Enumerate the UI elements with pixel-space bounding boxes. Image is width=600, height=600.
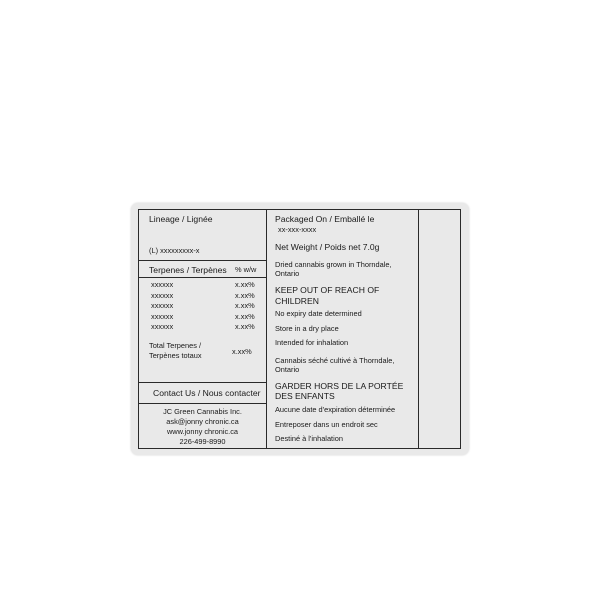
total-terpenes-label: Total Terpenes / xyxy=(149,341,202,350)
grown-location-fr-2: Ontario xyxy=(275,365,300,374)
net-weight: Net Weight / Poids net 7.0g xyxy=(275,242,380,252)
intended-use-fr: Destiné à l'inhalation xyxy=(275,434,343,443)
grown-location-fr: Cannabis séché cultivé à Thorndale, xyxy=(275,356,395,365)
terpene-name: xxxxxx xyxy=(151,290,174,300)
warning-en: KEEP OUT OF REACH OF xyxy=(275,285,380,295)
terpene-name: xxxxxx xyxy=(151,280,174,289)
warning-fr: GARDER HORS DE LA PORTÉE xyxy=(275,381,404,391)
terpene-name: xxxxxx xyxy=(151,301,174,310)
divider-lineage xyxy=(139,260,266,261)
total-terpenes-label-fr: Terpènes totaux xyxy=(149,351,202,360)
terpene-value: x.xx% xyxy=(235,301,255,310)
intended-use-en: Intended for inhalation xyxy=(275,338,349,347)
total-terpenes-value: x.xx% xyxy=(232,347,252,356)
label-border xyxy=(138,209,461,449)
contact-website: www.jonny chronic.ca xyxy=(166,427,239,436)
storage-fr: Entreposer dans un endroit sec xyxy=(275,420,378,429)
contact-heading: Contact Us / Nous contacter xyxy=(153,388,261,398)
storage-en: Store in a dry place xyxy=(275,324,339,333)
packaged-on-label: Packaged On / Emballé le xyxy=(275,214,375,224)
contact-phone: 226-499-8990 xyxy=(179,437,226,446)
divider-contact xyxy=(139,403,266,404)
grown-location-en-2: Ontario xyxy=(275,269,300,278)
terpenes-unit: % w/w xyxy=(235,265,257,274)
packaged-on-value: xx-xxx-xxxx xyxy=(278,225,317,234)
terpene-name: xxxxxx xyxy=(151,322,174,331)
blank-panel xyxy=(419,210,460,448)
expiry-en: No expiry date determined xyxy=(275,309,362,318)
contact-email: ask@jonny chronic.ca xyxy=(166,417,239,426)
expiry-fr: Aucune date d'expiration déterminée xyxy=(275,405,396,414)
lineage-value: (L) xxxxxxxxx-x xyxy=(149,246,200,255)
grown-location-en: Dried cannabis grown in Thorndale, xyxy=(275,260,392,269)
divider-terpenes-header xyxy=(139,277,266,278)
divider-terpenes xyxy=(139,382,266,383)
terpene-value: x.xx% xyxy=(235,280,255,289)
terpene-value: x.xx% xyxy=(235,311,255,321)
terpenes-header: Terpenes / Terpènes xyxy=(149,265,227,275)
warning-en-2: CHILDREN xyxy=(275,296,319,306)
column-divider-left xyxy=(266,210,267,448)
terpene-value: x.xx% xyxy=(235,322,255,331)
terpene-name: xxxxxx xyxy=(151,311,174,321)
contact-company: JC Green Cannabis Inc. xyxy=(163,407,242,416)
lineage-heading: Lineage / Lignée xyxy=(149,214,213,224)
warning-fr-2: DES ENFANTS xyxy=(275,391,335,401)
terpene-value: x.xx% xyxy=(235,290,255,300)
